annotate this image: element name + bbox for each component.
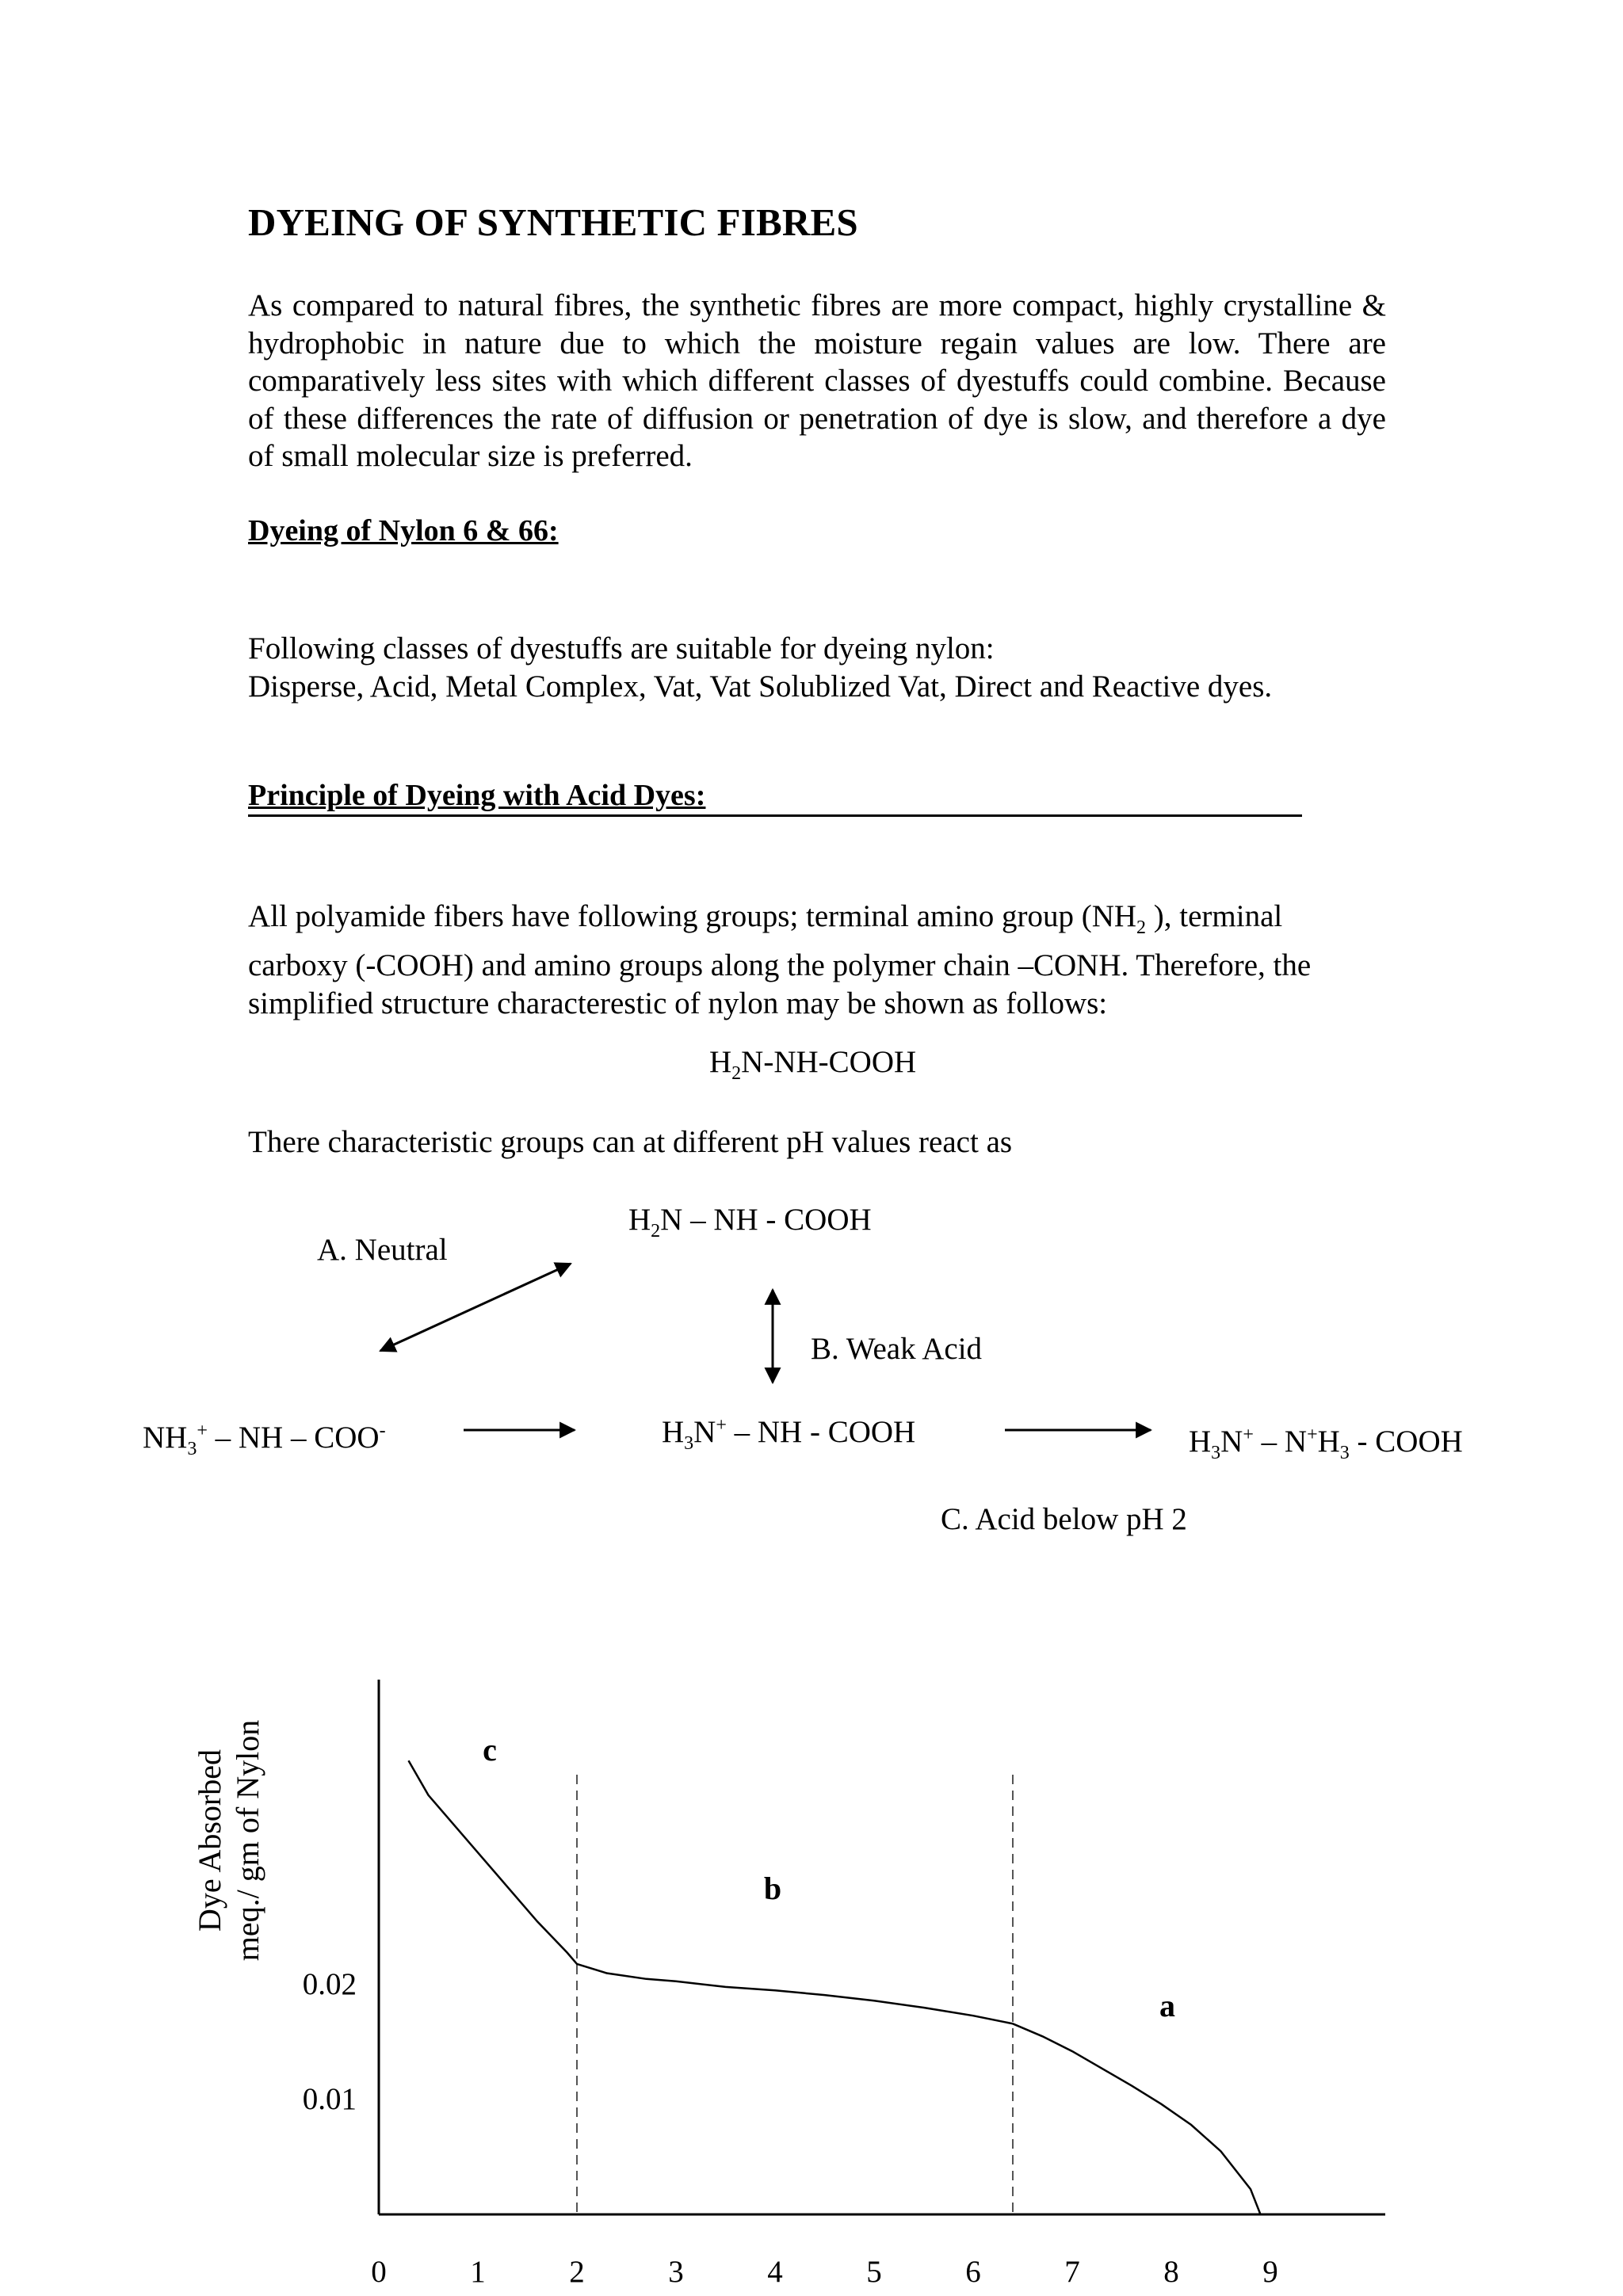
strong-acid-rest: - COOH xyxy=(1349,1425,1463,1459)
x-tick-label: 0 xyxy=(371,2255,387,2289)
zwitterion-minus: - xyxy=(379,1421,386,1441)
label-neutral: A. Neutral xyxy=(317,1233,448,1267)
polyamide-text-b: ), terminal carboxy (-COOH) and amino groups along the polymer chain –CONH. Therefore, the simplified structure characterestic of nylon may be shown as follows: xyxy=(248,899,1312,1020)
x-tick-label: 9 xyxy=(1262,2255,1278,2289)
x-tick-label: 5 xyxy=(866,2255,882,2289)
y-axis-label-line2: meq./ gm of Nylon xyxy=(230,1719,265,1962)
x-tick-label: 6 xyxy=(965,2255,981,2289)
zwitterion-rest: – NH – COO xyxy=(207,1421,380,1455)
y-tick-label: 0.01 xyxy=(302,2082,357,2116)
formula-rest: N-NH-COOH xyxy=(741,1045,917,1079)
polyamide-text-a: All polyamide fibers have following groups; terminal amino group (NH xyxy=(248,899,1137,933)
weak-acid-n: N xyxy=(693,1415,716,1449)
arrow-neutral-diagonal xyxy=(380,1264,571,1351)
section-heading-acid-dyes-text: Principle of Dyeing with Acid Dyes: xyxy=(248,779,706,812)
weak-acid-sub: 3 xyxy=(684,1432,694,1454)
strong-acid-sub1: 3 xyxy=(1211,1442,1221,1463)
strong-acid-h: H xyxy=(1189,1425,1212,1459)
species-neutral-sub: 2 xyxy=(651,1220,661,1241)
x-tick-label: 3 xyxy=(668,2255,684,2289)
x-tick-label: 2 xyxy=(569,2255,585,2289)
species-neutral-h: H xyxy=(628,1203,651,1237)
x-tick-label: 8 xyxy=(1163,2255,1179,2289)
label-acid-below-ph2: C. Acid below pH 2 xyxy=(941,1502,1187,1536)
x-tick-label: 7 xyxy=(1064,2255,1080,2289)
region-label-a: a xyxy=(1159,1988,1175,2023)
strong-acid-n: N xyxy=(1220,1425,1243,1459)
strong-acid-sub2: 3 xyxy=(1339,1442,1350,1463)
strong-acid-plus2: + xyxy=(1307,1425,1318,1445)
y-axis-label xyxy=(192,1720,265,1961)
y-tick-label: 0.02 xyxy=(302,1967,357,2001)
zwitterion-sub: 3 xyxy=(187,1438,197,1459)
x-tick-label: 4 xyxy=(767,2255,783,2289)
strong-acid-h2: H xyxy=(1317,1425,1340,1459)
region-label-c: c xyxy=(483,1732,497,1768)
strong-acid-n2: – N xyxy=(1253,1425,1308,1459)
dye-absorption-curve xyxy=(409,1760,1261,2214)
zwitterion-plus: + xyxy=(197,1421,208,1441)
strong-acid-plus1: + xyxy=(1243,1425,1254,1445)
intro-paragraph: As compared to natural fibres, the synthetic fibres are more compact, highly crystalline & hydrophobic in nature due to which the moisture regain values are low. There are comparatively less sites with which different classes of dyestuffs could combine. Because of these differences the rate of diffusion or penetration of dye is slow, and therefore a dye of small molecular size is preferred. xyxy=(248,288,1386,473)
page-title: DYEING OF SYNTHETIC FIBRES xyxy=(248,200,858,244)
dyestuff-classes-line1: Following classes of dyestuffs are suitable for dyeing nylon: xyxy=(248,631,995,666)
y-axis-label-line1: Dye Absorbed xyxy=(192,1749,227,1932)
weak-acid-plus: + xyxy=(716,1415,727,1436)
subscript-2: 2 xyxy=(1136,917,1147,938)
formula-subscript: 2 xyxy=(731,1062,742,1084)
x-tick-label: 1 xyxy=(470,2255,486,2289)
region-label-b: b xyxy=(763,1871,782,1906)
formula-h: H xyxy=(709,1045,732,1079)
weak-acid-rest: – NH - COOH xyxy=(726,1415,916,1449)
dyestuff-classes-line2: Disperse, Acid, Metal Complex, Vat, Vat Solublized Vat, Direct and Reactive dyes. xyxy=(248,669,1273,704)
reaction-intro-line: There characteristic groups can at different pH values react as xyxy=(248,1125,1013,1159)
species-neutral-rest: N – NH - COOH xyxy=(660,1203,872,1237)
label-weak-acid: B. Weak Acid xyxy=(811,1332,983,1366)
dye-absorption-chart xyxy=(192,1680,1385,2289)
section-heading-nylon: Dyeing of Nylon 6 & 66: xyxy=(248,514,559,547)
zwitterion-nh: NH xyxy=(143,1421,188,1455)
weak-acid-h: H xyxy=(662,1415,685,1449)
